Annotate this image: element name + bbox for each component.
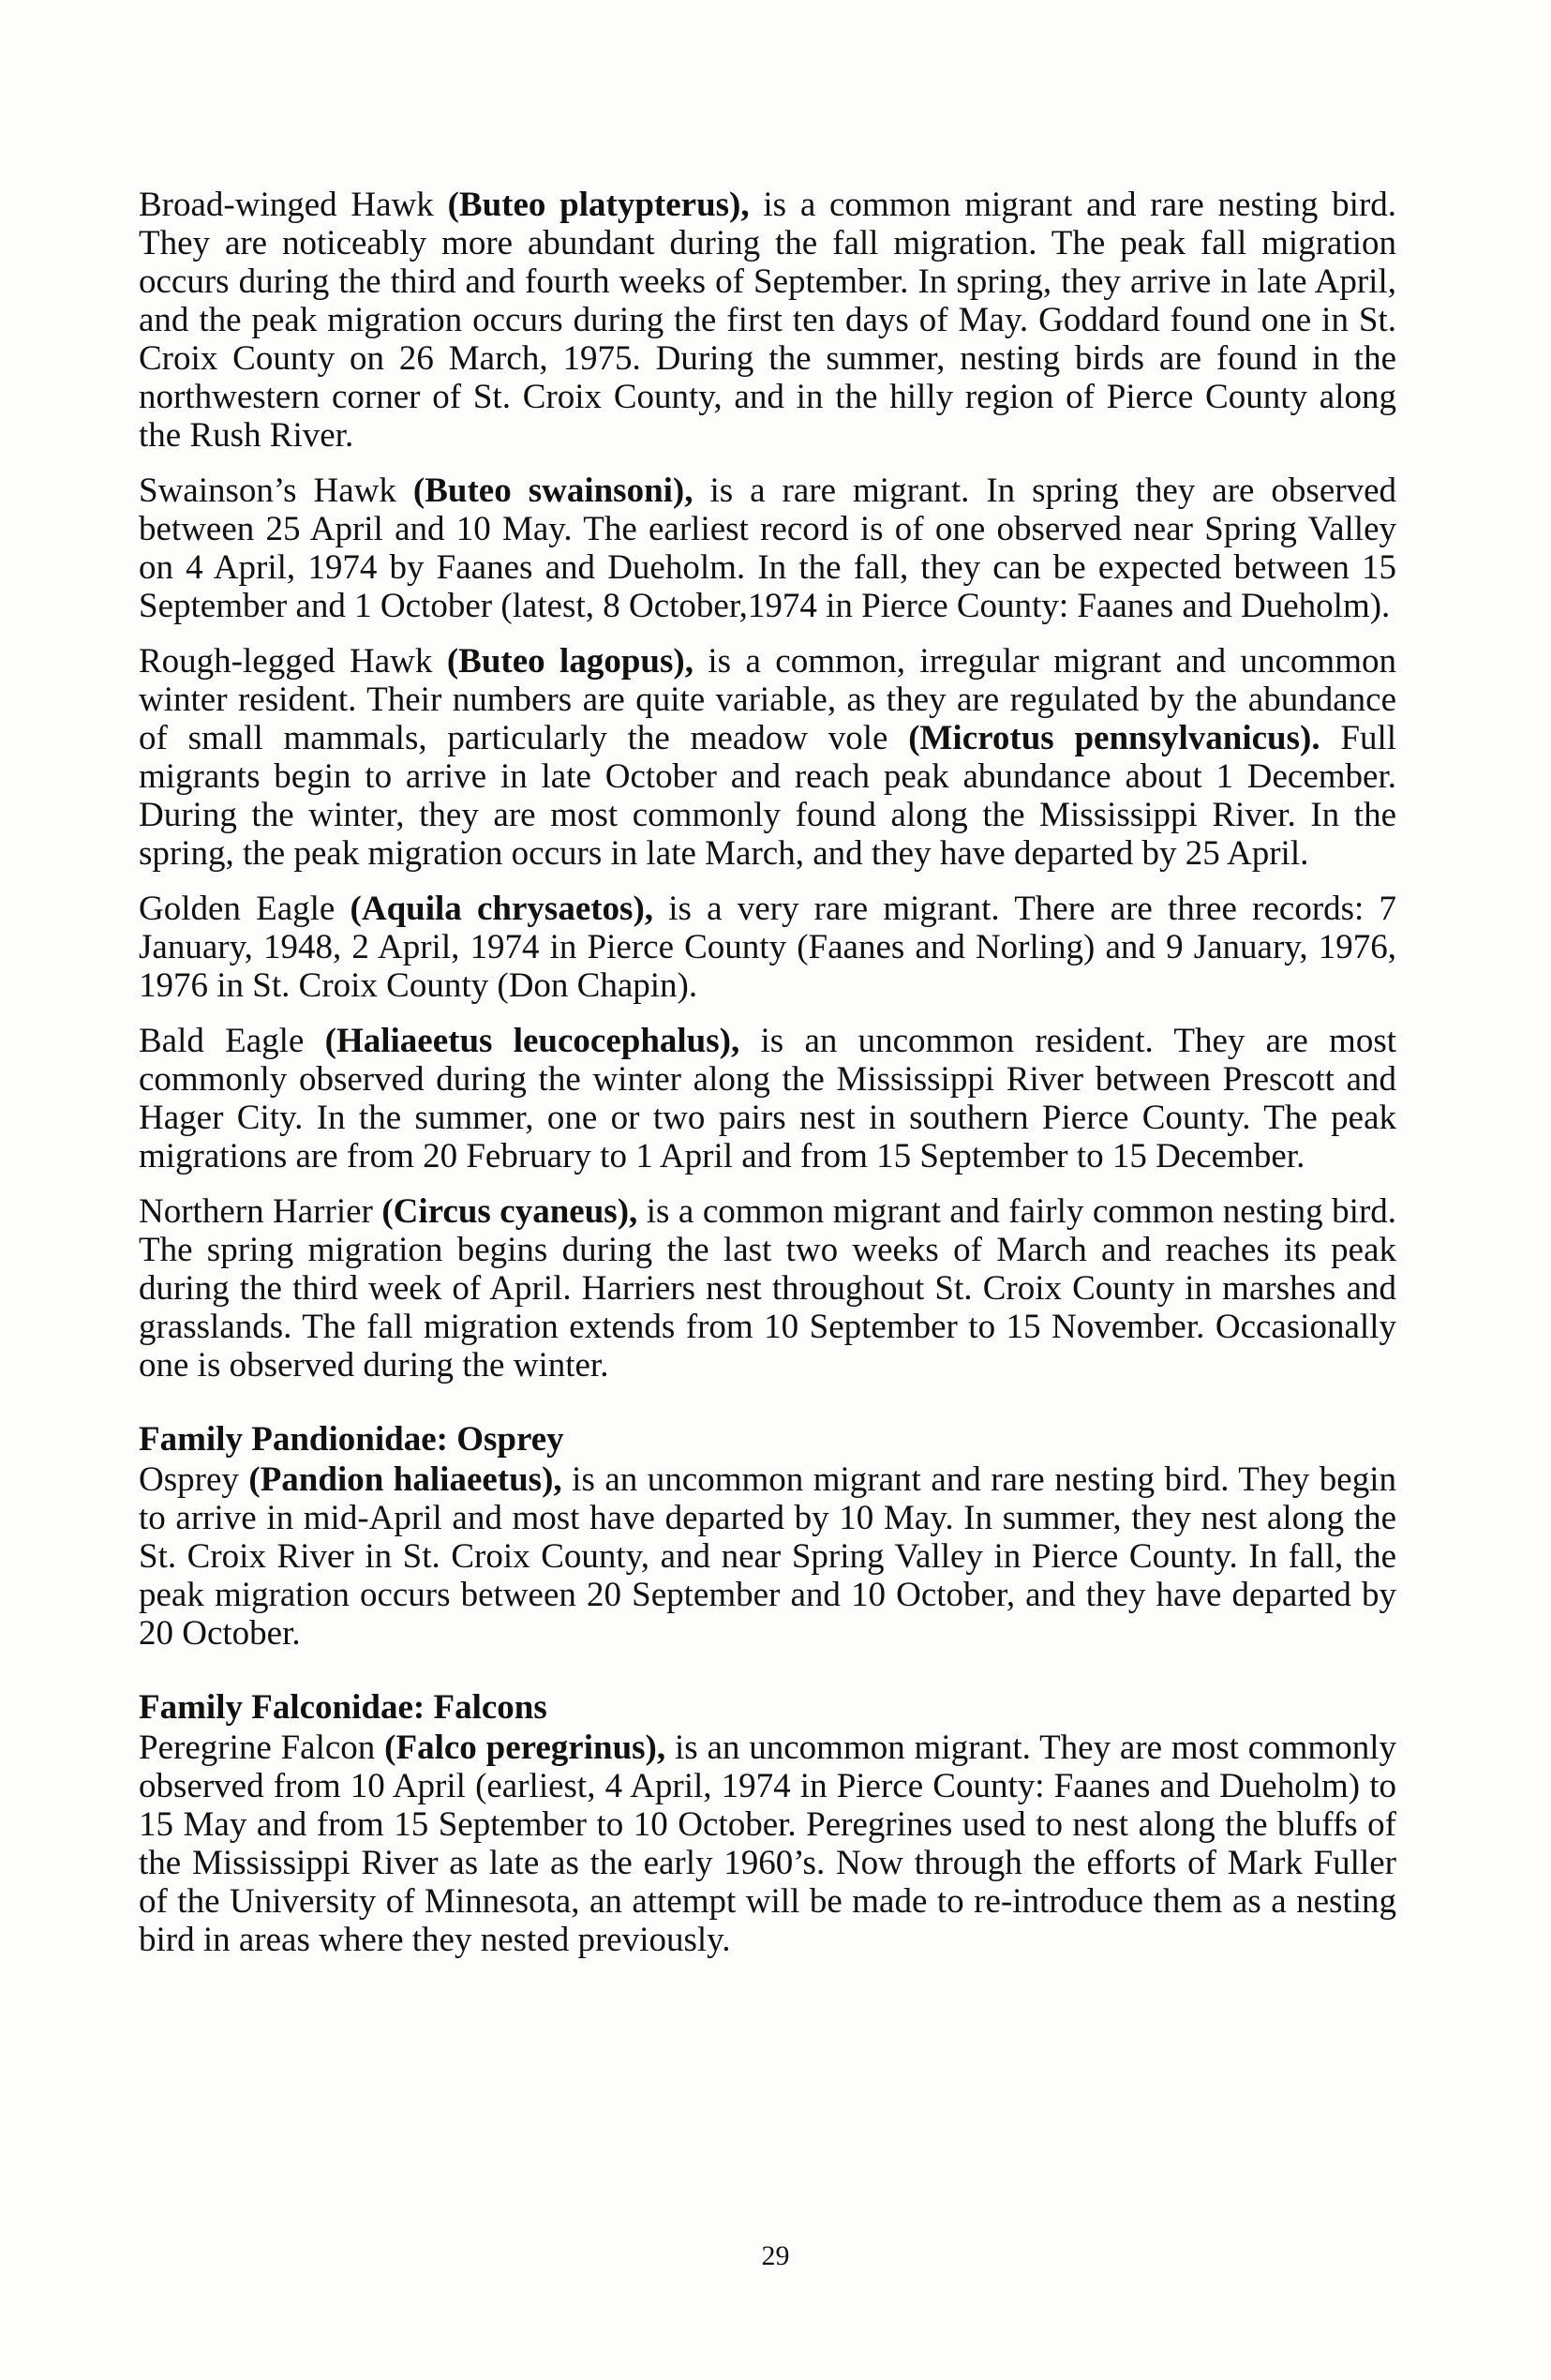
species-name: Peregrine Falcon (139, 1729, 376, 1767)
species-latin: (Falco peregrinus), (384, 1729, 666, 1767)
entry-osprey (139, 1460, 1396, 1653)
species-text: is a common migrant and fairly common nesting bird. The spring migration begins during the last two weeks of March and reaches its peak during the third week of April. Harriers nest throughout St. Croix County in marshes and grasslands. The fall migration extends from 10 September to 15 November. Occasionally one is observed during the winter. (139, 1192, 1397, 1385)
species-latin: (Buteo swainsoni), (412, 472, 693, 510)
entry-golden-eagle (139, 890, 1396, 1005)
entry-broad-winged-hawk (139, 186, 1396, 455)
species-text: is an uncommon resident. They are most commonly observed during the winter along the Mississippi River between Prescott and Hager City. In the summer, one or two pairs nest in southern Pierce County. The peak migrations are from 20 February to 1 April and from 15 September to 15 December. (139, 1022, 1397, 1175)
species-name: Osprey (139, 1460, 239, 1499)
species-latin: (Circus cyaneus), (381, 1192, 638, 1231)
page-number: 29 (761, 2240, 790, 2271)
species-text: is an uncommon migrant and rare nesting bird. They begin to arrive in mid-April and most have departed by 10 May. In summer, they nest along the St. Croix River in St. Croix County, and near Spring Valley in Pierce County. In fall, the peak migration occurs between 20 September and 10 October, and they have departed by 20 October. (139, 1460, 1397, 1653)
entry-swainsons-hawk (139, 472, 1396, 625)
prey-latin: (Microtus pennsylvanicus). (908, 719, 1320, 757)
species-text: is a common, irregular migrant and uncommon winter resident. Their numbers are quite variable, as they are regulated by the abundance of small mammals, particularly the meadow vole (139, 642, 1396, 757)
species-latin: (Pandion haliaeetus), (248, 1460, 562, 1499)
entry-northern-harrier (139, 1192, 1396, 1385)
species-text: is a rare migrant. In spring they are observed between 25 April and 10 May. The earliest record is of one observed near Spring Valley on 4 April, 1974 by Faanes and Dueholm. In the fall, they can be expected between 15 September and 1 October (latest, 8 October,1974 in Pierce County: Faanes and Dueholm). (139, 472, 1396, 625)
species-name: Swainson’s Hawk (139, 472, 396, 510)
species-name: Northern Harrier (139, 1192, 373, 1231)
entry-bald-eagle (139, 1022, 1396, 1175)
species-latin: (Haliaeetus leucocephalus), (324, 1022, 740, 1060)
species-name: Golden Eagle (139, 890, 336, 928)
species-name: Broad-winged Hawk (139, 186, 434, 224)
species-latin: (Aquila chrysaetos), (350, 890, 654, 928)
entry-peregrine-falcon (139, 1729, 1396, 1959)
species-latin: (Buteo lagopus), (446, 642, 693, 681)
species-name: Bald Eagle (139, 1022, 305, 1060)
species-text: is a very rare migrant. There are three records: 7 January, 1948, 2 April, 1974 in Pierce County (Faanes and Norling) and 9 January, 1976, 1976 in St. Croix County (Don Chapin). (139, 890, 1397, 1005)
species-text-continued: Full migrants begin to arrive in late October and reach peak abundance about 1 December. During the winter, they are most commonly found along the Mississippi River. In the spring, the peak migration occurs in late March, and they have departed by 25 April. (139, 719, 1397, 873)
family-heading-falconidae: Family Falconidae: Falcons (139, 1688, 547, 1727)
species-text: is a common migrant and rare nesting bird. They are noticeably more abundant during the fall migration. The peak fall migration occurs during the third and fourth weeks of September. In spring, they arrive in late April, and the peak migration occurs during the first ten days of May. Goddard found one in St. Croix County on 26 March, 1975. During the summer, nesting birds are found in the northwestern corner of St. Croix County, and in the hilly region of Pierce County along the Rush River. (139, 186, 1397, 455)
entry-rough-legged-hawk (139, 642, 1396, 873)
species-name: Rough-legged Hawk (139, 642, 433, 681)
species-latin: (Buteo platypterus), (447, 186, 750, 224)
family-heading-pandionidae: Family Pandionidae: Osprey (139, 1420, 564, 1459)
page-body (139, 186, 1396, 1976)
species-text: is an uncommon migrant. They are most commonly observed from 10 April (earliest, 4 April, 1974 in Pierce County: Faanes and Dueholm) to 15 May and from 15 September to 10 October. Peregrines used to nest along the bluffs of the Mississippi River as late as the early 1960’s. Now through the efforts of Mark Fuller of the University of Minnesota, an attempt will be made to re-introduce them as a nesting bird in areas where they nested previously. (139, 1729, 1396, 1959)
